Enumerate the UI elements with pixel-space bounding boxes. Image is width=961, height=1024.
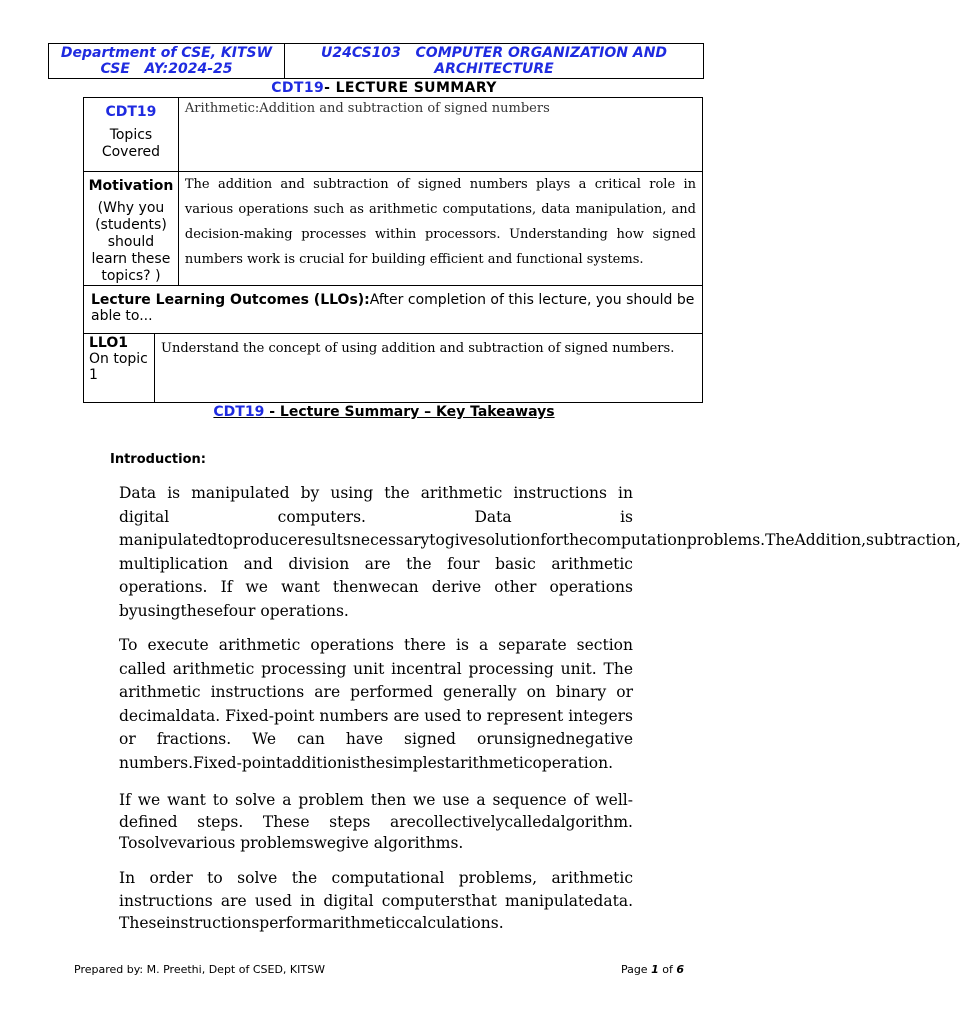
motivation-cell [178, 172, 702, 286]
key-takeaways-code: CDT19 [213, 404, 265, 420]
paragraph-1: Data is manipulated by using the arithmetic instructions in digital computers. Data is manipulatedtoproduceresultsnecessarytogivesolutionforthecomputationproblems.TheAddition,subtraction, multiplication and division are the four basic arithmetic operations. If we want thenwecan derive other operations byusingthesefour operations. [119, 484, 961, 620]
course-cell [285, 44, 703, 78]
department-cell [49, 44, 285, 78]
topics-row [84, 98, 703, 172]
motivation-question: (Why you (students) should learn these topics? ) [91, 200, 171, 284]
topics-label-2: Covered [101, 144, 161, 160]
llo1-code: LLO1 [89, 335, 128, 351]
llo-heading-row [84, 286, 703, 334]
motivation-text: The addition and subtraction of signed numbers plays a critical role in various operations such as arithmetic computations, data manipulation, and decision-making processes within processors. Understanding how signed numbers work is crucial for building efficient and functional systems. [184, 177, 696, 267]
motivation-row [84, 172, 703, 286]
page-prefix: Page [620, 963, 652, 976]
department-name: Department of CSE, KITSW [60, 45, 273, 61]
llo1-text: Understand the concept of using addition and subtraction of signed numbers. [155, 334, 703, 403]
title-code: CDT19 [271, 80, 325, 96]
title-text: - LECTURE SUMMARY [324, 80, 497, 96]
document-header [48, 43, 704, 79]
paragraph-2: To execute arithmetic operations there is a separate section called arithmetic processing unit incentral processing unit. The arithmetic instructions are performed generally on binary or decimaldata. Fixed-point numbers are used to represent integers or fractions. We can have signed orunsignednegative numbers.Fixed-pointadditionisthesimplestarithmeticoperation. [119, 636, 633, 772]
introduction-heading: Introduction: [110, 452, 206, 467]
llo-heading: Lecture Learning Outcomes (LLOs): [91, 292, 370, 308]
topics-value: Arithmetic:Addition and subtraction of signed numbers [178, 98, 702, 172]
llo1-row [84, 334, 703, 403]
topics-code: CDT19 [105, 104, 157, 120]
topics-label-1: Topics [109, 127, 153, 143]
topics-label-cell [84, 98, 179, 172]
llo1-topic: On topic 1 [89, 351, 148, 383]
page-of: of [658, 963, 677, 976]
page-total: 6 [676, 963, 684, 976]
footer-page-number [621, 963, 684, 976]
llo-intro: After completion of this lecture, you should be able to... [91, 292, 695, 324]
course-code-title: U24CS103 COMPUTER ORGANIZATION AND [320, 45, 668, 61]
paragraph-4: In order to solve the computational problems, arithmetic instructions are used in digital computersthat manipulatedata. Theseinstructionsperformarithmeticcalculations. [119, 869, 633, 933]
page-title [0, 80, 768, 96]
llo1-label-cell [84, 334, 155, 403]
llo-heading-cell [84, 286, 703, 334]
course-title-cont: ARCHITECTURE [434, 61, 554, 77]
lecture-info-table [83, 97, 703, 403]
key-takeaways-text: - Lecture Summary – Key Takeaways [264, 404, 555, 420]
page-current: 1 [651, 963, 659, 976]
motivation-label: Motivation [88, 178, 174, 194]
key-takeaways-title [0, 404, 768, 420]
motivation-label-cell [84, 172, 179, 286]
footer-prepared-by: Prepared by: M. Preethi, Dept of CSED, KITSW [74, 963, 325, 976]
paragraph-3: If we want to solve a problem then we use a sequence of well-defined steps. These steps arecollectivelycalledalgorithm. Tosolvevarious problemswegive algorithms. [119, 791, 633, 852]
academic-year: CSE AY:2024-25 [100, 61, 233, 77]
